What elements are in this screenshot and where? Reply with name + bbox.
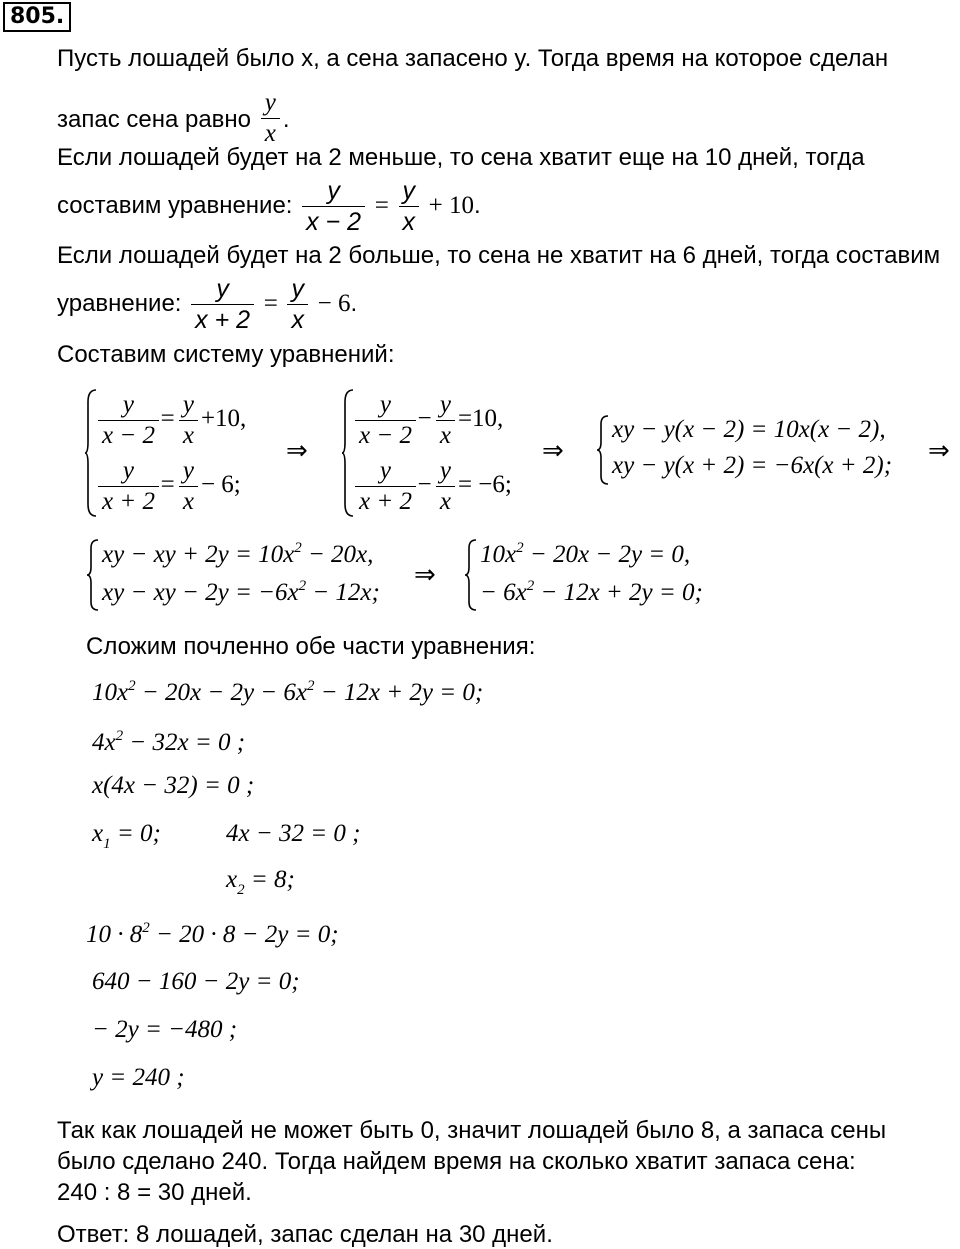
minus-six: − 6 [317,289,351,317]
paragraph-1-line-2: запас сена равно $\frac{y}{x}$ . [57,89,290,147]
paragraph-6-line-3: 240 : 8 = 30 дней. [57,1179,252,1206]
system-2-line-1: $\frac{y}{x - 2}$ − $\frac{y}{x}$ =10, [355,390,503,451]
system-3-line-2: xy − y(x + 2) = −6x(x + 2); [612,452,893,479]
equation-9: y = 240 ; [92,1064,185,1091]
implies-arrow-2: ⇒ [542,436,564,465]
equation-4-root-1: $x_1 = 0$; [92,820,161,852]
paragraph-3-line-1: Если лошадей будет на 2 больше, то сена не хватит на 6 дней, тогда составим [57,242,941,269]
equation-4-linear: 4x − 32 = 0 ; [226,820,361,847]
paragraph-3-text: уравнение: [57,289,182,317]
brace-system-1 [84,388,98,518]
system-2-line-2: $\frac{y}{x + 2}$ − $\frac{y}{x}$ = −6; [355,456,512,517]
problem-number: 805. [3,2,71,32]
implies-arrow-1: ⇒ [286,436,308,465]
paragraph-2-text: составим уравнение: [57,191,293,219]
system-5-line-2: − $6x^2 - 12x + 2y = 0$; [480,578,703,606]
paragraph-1-line-1: Пусть лошадей было x, а сена запасено y. Тогда время на которое сделан [57,45,889,72]
system-4-line-2: xy − xy − $2y = -6x^2 - 12x$; [102,578,380,606]
implies-arrow-4: ⇒ [414,560,436,589]
system-4-line-1: xy − xy + $2y = 10x^2 - 20x$, [102,540,374,568]
answer: Ответ: 8 лошадей, запас сделан на 30 дней. [57,1221,553,1248]
brace-system-5 [464,538,478,612]
paragraph-1-text: запас сена равно [57,106,252,133]
fraction-y-over-x-minus-2: $\frac{y}{x - 2}$ [302,176,365,237]
paragraph-6-line-2: было сделано 240. Тогда найдем время на сколько хватит запаса сена: [57,1148,856,1175]
system-5-line-1: $10x^2 - 20x - 2y = 0$, [480,540,691,568]
equation-7: 640 − 160 − 2y = 0; [92,968,300,995]
equals-sign: = [374,191,389,219]
equation-1: $10x^2 - 20x - 2y - 6x^2 - 12x + 2y = 0$; [92,678,484,706]
equation-3: x(4x − 32) = 0 ; [92,772,255,799]
equation-5-root-2: $x_2 = 8$; [226,866,295,898]
paragraph-4: Составим систему уравнений: [57,341,395,368]
paragraph-6-line-1: Так как лошадей не может быть 0, значит лошадей было 8, а запаса сены [57,1117,887,1144]
paragraph-5: Сложим почленно обе части уравнения: [86,633,536,660]
fraction-y-over-x [261,88,280,149]
implies-arrow-3: ⇒ [928,436,950,465]
plus-ten: + 10 [428,191,475,219]
paragraph-3-line-2: уравнение: $\frac{y}{x + 2}$ = $\frac{y}{x}$ − 6. [57,275,358,334]
paragraph-2-line-2: составим уравнение: $\frac{y}{x - 2}$ = $\frac{y}{x}$ + 10. [57,177,481,236]
paragraph-2-line-1: Если лошадей будет на 2 меньше, то сена хватит еще на 10 дней, тогда [57,144,865,171]
fraction-y-over-x: $\frac{y}{x}$ [399,176,420,237]
equation-8: − 2y = −480 ; [92,1016,238,1043]
system-1-line-2: $\frac{y}{x + 2}$ = $\frac{y}{x}$ − 6; [98,456,241,517]
fraction-y-over-x: $\frac{y}{x}$ [287,274,308,335]
brace-system-3 [596,414,610,486]
fraction-y-over-x-plus-2: $\frac{y}{x + 2}$ [191,274,254,335]
system-1-line-1: $\frac{y}{x - 2}$ = $\frac{y}{x}$ +10, [98,390,246,451]
numerator: y [264,89,276,116]
equals-sign: = [263,289,278,317]
system-3-line-1: xy − y(x − 2) = 10x(x − 2), [612,416,886,443]
equation-6: $10 \cdot 8^2 - 20 \cdot 8 - 2y = 0$; [86,920,339,948]
brace-system-4 [86,538,100,612]
brace-system-2 [341,388,355,518]
equation-2: $4x^2 - 32x = 0$ ; [92,728,246,756]
denominator: x [261,118,280,149]
